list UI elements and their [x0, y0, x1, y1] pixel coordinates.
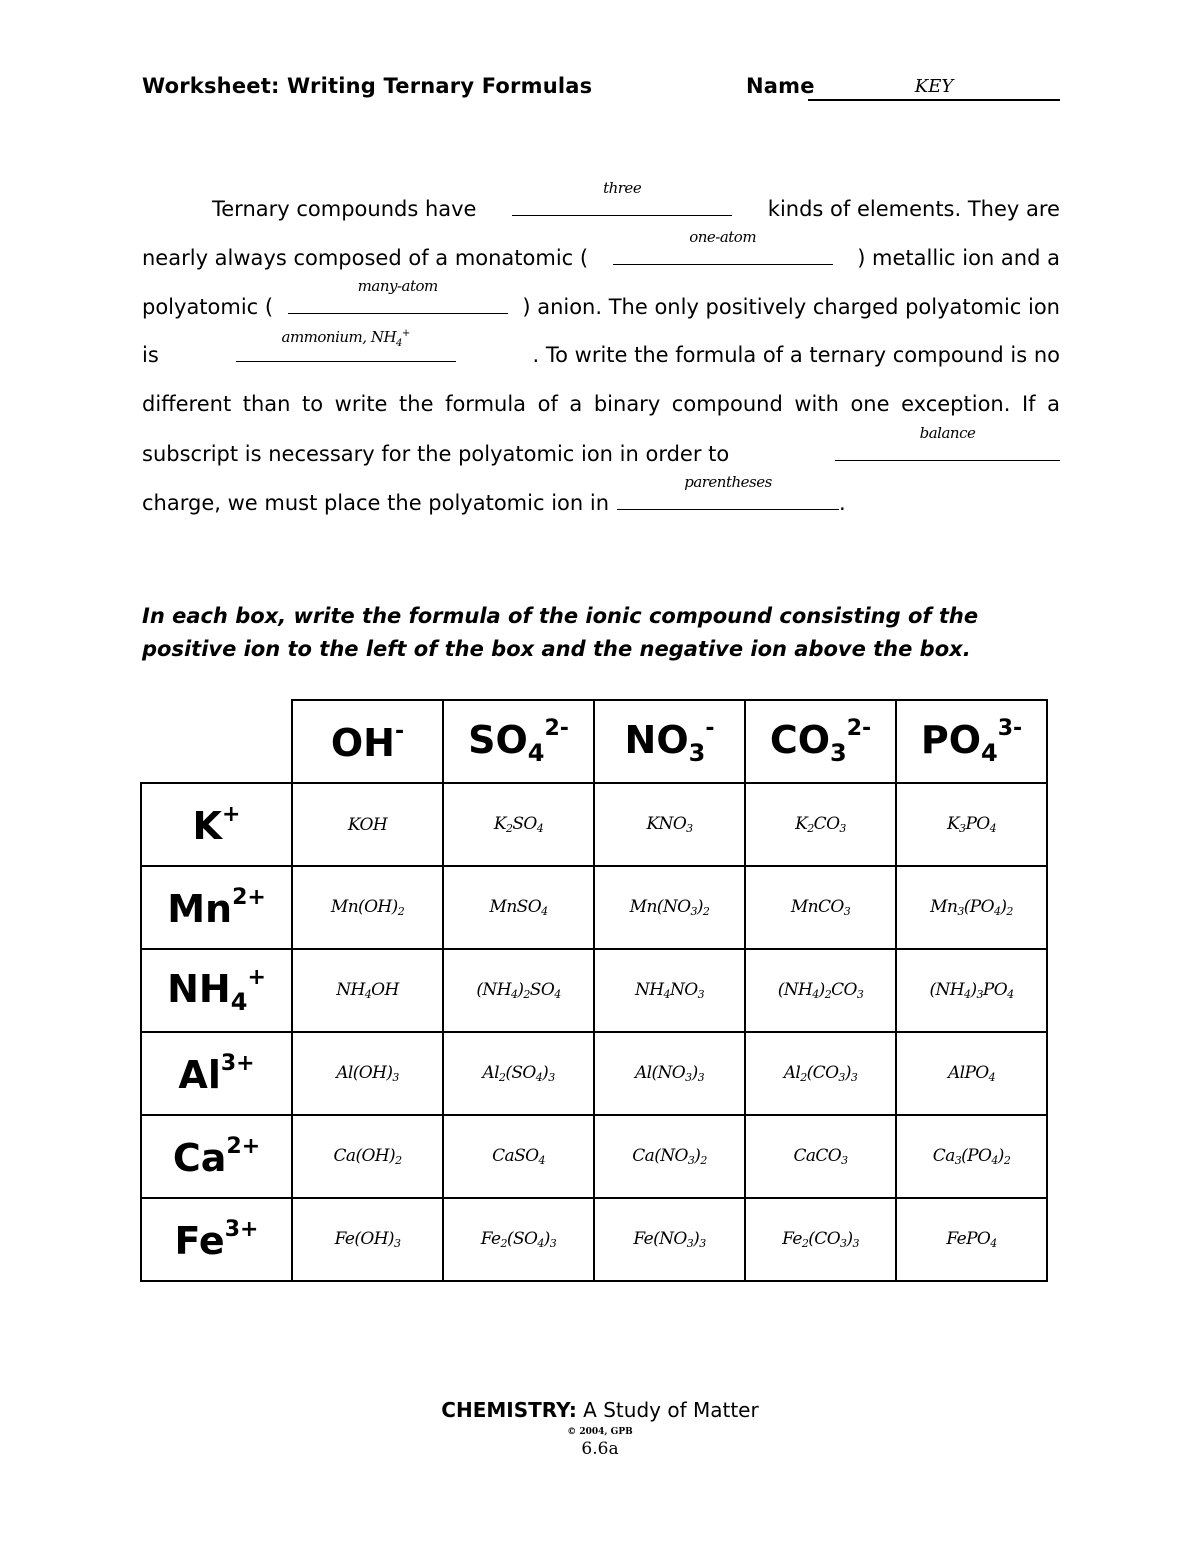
formula-answer: $K_2CO_3$ [795, 814, 846, 835]
cation-label-symbol: Al [178, 1053, 221, 1097]
cation-label-symbol: K [192, 804, 222, 848]
anion-header-row [141, 700, 1047, 783]
formula-cell [443, 1115, 594, 1198]
formula-cell [745, 1032, 896, 1115]
anion-label-subscript: 3 [688, 739, 706, 767]
footer-brand-bold: CHEMISTRY: [441, 1398, 577, 1422]
formula-cell [443, 1032, 594, 1115]
formula-answer: MnCO$_3$ [790, 897, 851, 918]
formula-answer: $NH_4NO_3$ [635, 980, 704, 1001]
formula-cell [292, 783, 443, 866]
formula-cell [292, 1115, 443, 1198]
formula-answer: $Al(NO_3)_3$ [634, 1063, 705, 1084]
answer-blank [288, 277, 508, 314]
formula-cell [443, 1198, 594, 1281]
cation-header-cell [141, 1198, 292, 1281]
paragraph-line-1 [142, 179, 1060, 223]
formula-cell [896, 1032, 1047, 1115]
answer-blank [835, 424, 1060, 461]
formula-cell [594, 1115, 745, 1198]
anion-label-subscript: 3 [830, 739, 847, 767]
formula-cell [594, 1032, 745, 1115]
footer-copyright: © 2004, GPB [567, 1427, 633, 1437]
anion-header-cell [745, 700, 896, 783]
answer-text-base: ammonium, NH [281, 328, 397, 346]
formula-answer: $Mn(NO_3)_2$ [629, 897, 710, 918]
anion-label-symbol: OH [330, 721, 395, 765]
formula-cell [896, 866, 1047, 949]
formula-cell [745, 866, 896, 949]
formula-cell [896, 783, 1047, 866]
cation-label-symbol: Mn [167, 887, 233, 931]
cation-header-cell [141, 866, 292, 949]
paragraph-text: ) metallic ion and a [857, 246, 1060, 270]
anion-label [746, 718, 895, 765]
formula-answer: $Al_2(SO_4)_3$ [482, 1063, 555, 1084]
formula-cell [292, 1032, 443, 1115]
table-row [141, 866, 1047, 949]
cation-label [142, 1217, 291, 1263]
answer-text: parentheses [684, 473, 772, 491]
anion-label-charge: 3- [997, 716, 1023, 741]
formula-cell [594, 1198, 745, 1281]
paragraph-text: subscript is necessary for the polyatomic ion in order to [142, 442, 730, 466]
table-row [141, 1198, 1047, 1281]
formula-cell [896, 1115, 1047, 1198]
formula-answer: $KNO_3$ [646, 814, 693, 835]
formula-answer: MnSO$_4$ [489, 897, 548, 918]
answer-text: balance [919, 424, 976, 442]
table-row [141, 1115, 1047, 1198]
formula-answer: $Mn_3(PO_4)_2$ [930, 897, 1013, 918]
formula-answer: $Fe(OH)_3$ [334, 1229, 401, 1250]
formula-cell [292, 949, 443, 1032]
answer-text [236, 325, 456, 353]
cation-label-charge: 3+ [220, 1051, 255, 1076]
formula-answer: $Mn(OH)_2$ [330, 897, 405, 918]
paragraph-text: . To write the formula of a ternary compound is no [532, 343, 1060, 367]
table-corner [141, 700, 292, 783]
formula-cell [745, 1115, 896, 1198]
formula-answer: $Fe(NO_3)_3$ [633, 1229, 706, 1250]
cation-header-cell [141, 1115, 292, 1198]
table-row [141, 949, 1047, 1032]
answer-blank [617, 473, 839, 510]
answer-text: three [603, 179, 642, 197]
formula-answer: CaCO$_3$ [793, 1146, 848, 1167]
cation-label [142, 967, 291, 1014]
cation-label-symbol: Fe [174, 1219, 225, 1263]
anion-header-cell [594, 700, 745, 783]
formula-cell [594, 866, 745, 949]
formula-answer: $Fe_2(SO_4)_3$ [480, 1229, 557, 1250]
paragraph-line-5 [142, 389, 1060, 419]
formula-answer: FePO$_4$ [946, 1229, 997, 1250]
cation-label-subscript: 4 [230, 988, 248, 1016]
anion-header-cell [443, 700, 594, 783]
cation-label-charge: 2+ [232, 885, 266, 910]
cation-header-cell [141, 949, 292, 1032]
cation-label-symbol: NH [167, 967, 231, 1011]
anion-label-subscript: 4 [527, 739, 545, 767]
anion-label-symbol: CO [769, 718, 831, 762]
paragraph-text: is [142, 343, 159, 367]
answer-text-subscript: 4 [396, 338, 402, 349]
answer-blank [236, 328, 456, 362]
paragraph-text: ) anion. The only positively charged polyatomic ion [522, 295, 1060, 319]
formula-cell [292, 866, 443, 949]
formula-answer: CaSO$_4$ [492, 1146, 545, 1167]
cation-header-cell [141, 783, 292, 866]
formula-cell [594, 949, 745, 1032]
paragraph-text: different than to write the formula of a binary compound with one exception. If a [142, 392, 1060, 416]
formula-cell [443, 866, 594, 949]
formula-answer: $Ca(NO_3)_2$ [632, 1146, 707, 1167]
anion-label-charge: - [394, 719, 405, 744]
instructions: In each box, write the formula of the ionic compound consisting of the positive ion to the left of the box and the negative ion above the box. [142, 604, 979, 661]
answer-text: many-atom [357, 277, 438, 295]
paragraph-line-2 [142, 228, 1060, 272]
cation-label-charge: 2+ [226, 1134, 261, 1159]
answer-blank [512, 179, 732, 216]
answer-blank [613, 228, 833, 265]
formula-table [140, 699, 1048, 1282]
formula-cell [594, 783, 745, 866]
formula-cell [896, 1198, 1047, 1281]
cation-label-charge: + [222, 802, 241, 827]
formula-answer: $Ca_3(PO_4)_2$ [932, 1146, 1011, 1167]
anion-label-charge: 2- [846, 716, 872, 741]
page-number: 6.6a [581, 1439, 619, 1459]
paragraph-text: . [839, 491, 846, 515]
formula-answer: $K_2SO_4$ [493, 814, 544, 835]
anion-label-charge: 2- [544, 716, 569, 741]
formula-answer: $K_3PO_4$ [946, 814, 997, 835]
cation-label [142, 802, 291, 848]
paragraph-text: polyatomic ( [142, 295, 274, 319]
formula-answer: $Fe_2(CO_3)_3$ [782, 1229, 859, 1250]
formula-cell [443, 949, 594, 1032]
cation-header-cell [141, 1032, 292, 1115]
formula-answer: $(NH_4)_3PO_4$ [929, 980, 1014, 1001]
anion-label-symbol: PO [920, 718, 981, 762]
answer-text-superscript: + [401, 328, 410, 339]
table-row [141, 1032, 1047, 1115]
paragraph-text: Ternary compounds have [212, 197, 477, 221]
paragraph-text: kinds of elements. They are [767, 197, 1060, 221]
formula-cell [745, 949, 896, 1032]
name-line [808, 99, 1060, 101]
anion-label [897, 718, 1046, 765]
footer-brand [0, 1398, 1200, 1422]
cation-label [142, 1051, 291, 1097]
cation-label [142, 1134, 291, 1180]
anion-label-symbol: NO [624, 718, 689, 762]
worksheet-title: Worksheet: Writing Ternary Formulas [142, 74, 593, 98]
formula-answer: $Al(OH)_3$ [336, 1063, 399, 1084]
formula-answer: $Al_2(CO_3)_3$ [783, 1063, 858, 1084]
paragraph-line-7 [142, 473, 1060, 517]
formula-answer: AlPO$_4$ [947, 1063, 996, 1084]
cation-label-symbol: Ca [172, 1136, 227, 1180]
formula-answer: $NH_4OH$ [336, 980, 399, 1001]
anion-label-charge: - [705, 716, 715, 741]
formula-cell [292, 1198, 443, 1281]
formula-cell [896, 949, 1047, 1032]
anion-label-subscript: 4 [981, 739, 998, 767]
anion-label [595, 718, 744, 765]
anion-label [293, 719, 442, 765]
answer-text: one-atom [689, 228, 757, 246]
paragraph-text: charge, we must place the polyatomic ion in [142, 491, 610, 515]
anion-header-cell [292, 700, 443, 783]
footer-brand-rest: A Study of Matter [576, 1398, 759, 1422]
anion-label-symbol: SO [468, 718, 528, 762]
formula-answer: $Ca(OH)_2$ [333, 1146, 402, 1167]
formula-cell [745, 783, 896, 866]
anion-header-cell [896, 700, 1047, 783]
anion-label [444, 718, 593, 765]
paragraph-line-3 [142, 277, 1060, 321]
paragraph-text: nearly always composed of a monatomic ( [142, 246, 589, 270]
cation-label [142, 885, 291, 931]
cation-label-charge: 3+ [224, 1217, 259, 1242]
paragraph-line-4 [142, 328, 1060, 369]
formula-cell [745, 1198, 896, 1281]
formula-answer: $(NH_4)_2CO_3$ [777, 980, 864, 1001]
paragraph-line-6 [142, 424, 1060, 468]
formula-cell [443, 783, 594, 866]
name-label: Name [746, 74, 815, 98]
table-row [141, 783, 1047, 866]
formula-answer: $(NH_4)_2SO_4$ [476, 980, 561, 1001]
cation-label-charge: + [247, 965, 266, 990]
formula-answer: KOH [347, 814, 388, 835]
name-value: KEY [914, 76, 954, 97]
